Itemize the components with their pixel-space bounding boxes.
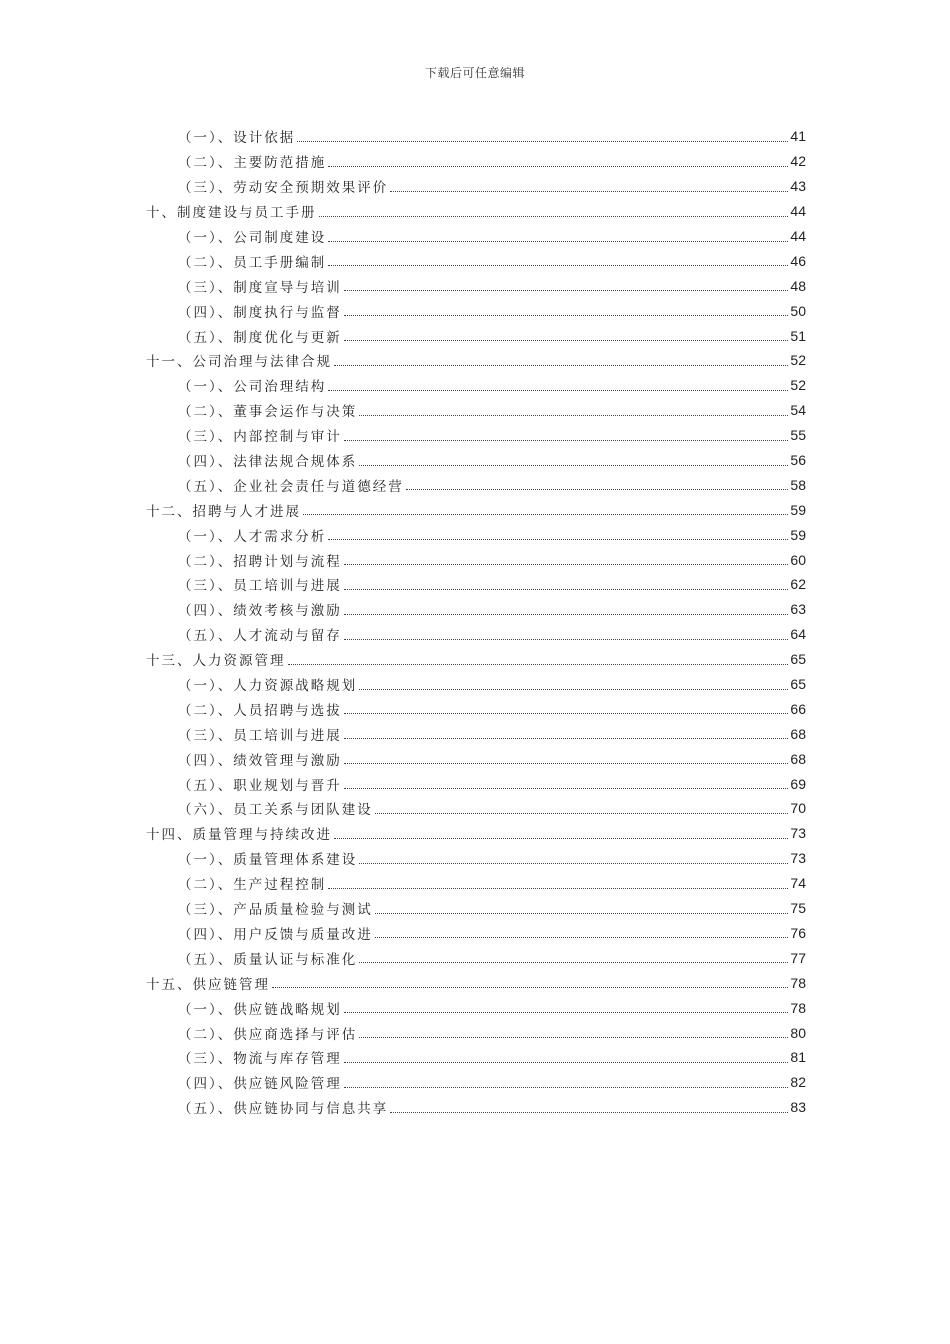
toc-page-number: 44 <box>790 228 806 244</box>
toc-section-entry[interactable] <box>146 522 806 547</box>
toc-dot-leader <box>334 838 788 839</box>
toc-section-entry[interactable] <box>146 273 806 298</box>
toc-dot-leader <box>344 315 789 316</box>
toc-section-entry[interactable] <box>146 622 806 647</box>
toc-page-number: 82 <box>790 1074 806 1091</box>
toc-dot-leader <box>344 440 789 441</box>
toc-section-entry[interactable] <box>146 696 806 721</box>
toc-entry-label: （一）、公司制度建设 <box>178 230 327 246</box>
toc-chapter-entry[interactable] <box>146 821 806 846</box>
toc-entry-label: （三）、内部控制与审计 <box>178 429 342 446</box>
toc-dot-leader <box>344 763 789 764</box>
toc-dot-leader <box>344 614 789 615</box>
toc-section-entry[interactable] <box>146 423 806 448</box>
toc-dot-leader <box>359 465 788 466</box>
toc-dot-leader <box>344 639 789 640</box>
toc-dot-leader <box>344 1062 789 1063</box>
toc-page-number: 44 <box>790 203 806 220</box>
toc-dot-leader <box>303 514 788 515</box>
toc-section-entry[interactable] <box>146 771 806 796</box>
toc-section-entry[interactable] <box>146 547 806 572</box>
toc-page-number: 74 <box>790 875 806 892</box>
toc-page-number: 60 <box>790 551 806 568</box>
toc-page-number: 54 <box>790 402 806 419</box>
toc-chapter-entry[interactable] <box>146 970 806 995</box>
toc-chapter-entry[interactable] <box>146 348 806 373</box>
toc-entry-label: （五）、制度优化与更新 <box>178 329 342 346</box>
toc-entry-label: （五）、人才流动与留存 <box>178 628 342 645</box>
toc-entry-label: （一）、公司治理结构 <box>178 379 327 396</box>
toc-entry-label: （四）、法律法规合规体系 <box>178 454 358 471</box>
toc-dot-leader <box>344 290 789 291</box>
toc-dot-leader <box>328 166 788 167</box>
toc-entry-label: （二）、员工手册编制 <box>178 254 327 271</box>
toc-dot-leader <box>344 340 789 341</box>
toc-page-number: 78 <box>790 999 806 1016</box>
toc-dot-leader <box>328 241 788 242</box>
toc-page-number: 43 <box>790 178 806 195</box>
toc-section-entry[interactable] <box>146 248 806 273</box>
toc-page-number: 59 <box>790 501 806 518</box>
toc-dot-leader <box>406 489 789 490</box>
toc-page-number: 63 <box>790 601 806 618</box>
toc-page-number: 68 <box>790 750 806 767</box>
toc-chapter-entry[interactable] <box>146 497 806 522</box>
toc-section-entry[interactable] <box>146 1020 806 1045</box>
toc-section-entry[interactable] <box>146 323 806 348</box>
toc-dot-leader <box>359 1037 788 1038</box>
toc-page-number: 73 <box>790 825 806 842</box>
toc-section-entry[interactable] <box>146 174 806 199</box>
toc-section-entry[interactable] <box>146 398 806 423</box>
toc-entry-label: （一）、供应链战略规划 <box>178 1001 342 1018</box>
toc-page-number: 55 <box>790 427 806 444</box>
toc-entry-label: （三）、产品质量检验与测试 <box>178 902 373 919</box>
toc-section-entry[interactable] <box>146 746 806 771</box>
toc-entry-label: 十、制度建设与员工手册 <box>146 205 317 222</box>
toc-dot-leader <box>359 689 788 690</box>
toc-chapter-entry[interactable] <box>146 647 806 672</box>
toc-entry-label: （一）、质量管理体系建设 <box>178 852 358 869</box>
toc-entry-label: （二）、董事会运作与决策 <box>178 404 358 421</box>
toc-entry-label: （三）、员工培训与进展 <box>178 578 342 595</box>
toc-chapter-entry[interactable] <box>146 199 806 224</box>
toc-dot-leader <box>288 664 789 665</box>
toc-page-number: 50 <box>790 302 806 319</box>
toc-page-number: 46 <box>790 252 806 269</box>
toc-dot-leader <box>272 987 788 988</box>
toc-entry-label: （一）、人力资源战略规划 <box>178 678 358 695</box>
toc-page-number: 80 <box>790 1024 806 1041</box>
toc-entry-label: 十一、公司治理与法律合规 <box>146 354 332 371</box>
toc-section-entry[interactable] <box>146 1045 806 1070</box>
toc-page-number: 70 <box>790 800 806 817</box>
page-header: 下载后可任意编辑 <box>424 66 525 80</box>
toc-entry-label: （五）、企业社会责任与道德经营 <box>178 478 404 495</box>
toc-page-number: 64 <box>790 626 806 643</box>
toc-dot-leader <box>359 863 788 864</box>
toc-entry-label: （三）、制度宣导与培训 <box>178 279 342 296</box>
toc-entry-label: （五）、职业规划与晋升 <box>178 777 342 794</box>
toc-section-entry[interactable] <box>146 448 806 473</box>
toc-dot-leader <box>344 738 789 739</box>
toc-entry-label: （四）、绩效考核与激励 <box>178 603 342 620</box>
toc-dot-leader <box>328 539 788 540</box>
toc-entry-label: （三）、员工培训与进展 <box>178 727 342 744</box>
toc-page-number: 66 <box>790 700 806 717</box>
toc-page-number: 78 <box>790 974 806 991</box>
toc-dot-leader <box>344 1012 789 1013</box>
toc-dot-leader <box>334 365 788 366</box>
toc-section-entry[interactable] <box>146 572 806 597</box>
toc-entry-label: （二）、主要防范措施 <box>178 155 327 172</box>
toc-section-entry[interactable] <box>146 721 806 746</box>
toc-page-number: 75 <box>790 900 806 917</box>
toc-dot-leader <box>344 1087 789 1088</box>
toc-section-entry[interactable] <box>146 472 806 497</box>
toc-section-entry[interactable] <box>146 921 806 946</box>
toc-page-number: 59 <box>790 526 806 543</box>
toc-page-number: 42 <box>790 153 806 170</box>
toc-entry-label: （二）、人员招聘与选拔 <box>178 702 342 719</box>
toc-dot-leader <box>344 564 789 565</box>
toc-page-number: 69 <box>790 775 806 792</box>
toc-section-entry[interactable] <box>146 995 806 1020</box>
toc-page-number: 77 <box>790 949 806 966</box>
toc-entry-label: 十二、招聘与人才进展 <box>146 503 301 520</box>
toc-dot-leader <box>328 390 788 391</box>
toc-entry-label: 十五、供应链管理 <box>146 976 270 993</box>
toc-section-entry[interactable] <box>146 149 806 174</box>
toc-page-number: 62 <box>790 576 806 593</box>
toc-dot-leader <box>328 888 788 889</box>
toc-entry-label: （一）、设计依据 <box>178 130 296 147</box>
toc-page-number: 68 <box>790 725 806 742</box>
toc-section-entry[interactable] <box>146 1070 806 1095</box>
toc-dot-leader <box>319 216 789 217</box>
toc-dot-leader <box>359 415 788 416</box>
toc-dot-leader <box>328 265 788 266</box>
toc-page-number: 51 <box>790 327 806 344</box>
toc-section-entry[interactable] <box>146 846 806 871</box>
toc-section-entry[interactable] <box>146 1095 806 1120</box>
toc-dot-leader <box>390 191 788 192</box>
toc-section-entry[interactable] <box>146 871 806 896</box>
toc-section-entry[interactable] <box>146 672 806 697</box>
toc-page-number: 73 <box>790 850 806 867</box>
toc-entry-label: 十三、人力资源管理 <box>146 653 286 670</box>
toc-dot-leader <box>390 1112 788 1113</box>
toc-dot-leader <box>297 141 788 142</box>
toc-section-entry[interactable] <box>146 896 806 921</box>
toc-entry-label: （二）、供应商选择与评估 <box>178 1026 358 1043</box>
toc-entry-label: （五）、供应链协同与信息共享 <box>178 1101 389 1118</box>
toc-section-entry[interactable] <box>146 945 806 970</box>
toc-entry-label: （六）、员工关系与团队建设 <box>178 802 373 819</box>
toc-entry-label: （二）、生产过程控制 <box>178 877 327 894</box>
toc-section-entry[interactable] <box>146 124 806 149</box>
toc-entry-label: （一）、人才需求分析 <box>178 528 327 545</box>
toc-dot-leader <box>375 913 789 914</box>
toc-dot-leader <box>344 713 789 714</box>
toc-page-number: 81 <box>790 1049 806 1066</box>
toc-entry-label: （四）、用户反馈与质量改进 <box>178 926 373 943</box>
toc-page-number: 52 <box>790 377 806 394</box>
toc-section-entry[interactable] <box>146 373 806 398</box>
table-of-contents <box>146 124 806 1120</box>
toc-dot-leader <box>375 937 789 938</box>
toc-dot-leader <box>344 788 789 789</box>
toc-dot-leader <box>359 962 788 963</box>
toc-page-number: 58 <box>790 476 806 493</box>
toc-page-number: 65 <box>790 676 806 693</box>
toc-page-number: 48 <box>790 277 806 294</box>
toc-page-number: 83 <box>790 1099 806 1116</box>
toc-entry-label: 十四、质量管理与持续改进 <box>146 827 332 844</box>
toc-entry-label: （四）、制度执行与监督 <box>178 304 342 321</box>
toc-page-number: 52 <box>790 352 806 369</box>
toc-section-entry[interactable] <box>146 796 806 821</box>
toc-entry-label: （二）、招聘计划与流程 <box>178 553 342 570</box>
toc-entry-label: （三）、物流与库存管理 <box>178 1051 342 1068</box>
toc-entry-label: （四）、供应链风险管理 <box>178 1076 342 1093</box>
toc-dot-leader <box>375 813 789 814</box>
toc-page-number: 65 <box>790 651 806 668</box>
toc-section-entry[interactable] <box>146 597 806 622</box>
toc-section-entry[interactable] <box>146 224 806 249</box>
toc-dot-leader <box>344 589 789 590</box>
toc-page-number: 76 <box>790 924 806 941</box>
toc-entry-label: （四）、绩效管理与激励 <box>178 752 342 769</box>
toc-page-number: 41 <box>790 128 806 145</box>
toc-section-entry[interactable] <box>146 298 806 323</box>
toc-entry-label: （五）、质量认证与标准化 <box>178 951 358 968</box>
toc-page-number: 56 <box>790 452 806 469</box>
toc-entry-label: （三）、劳动安全预期效果评价 <box>178 180 389 197</box>
